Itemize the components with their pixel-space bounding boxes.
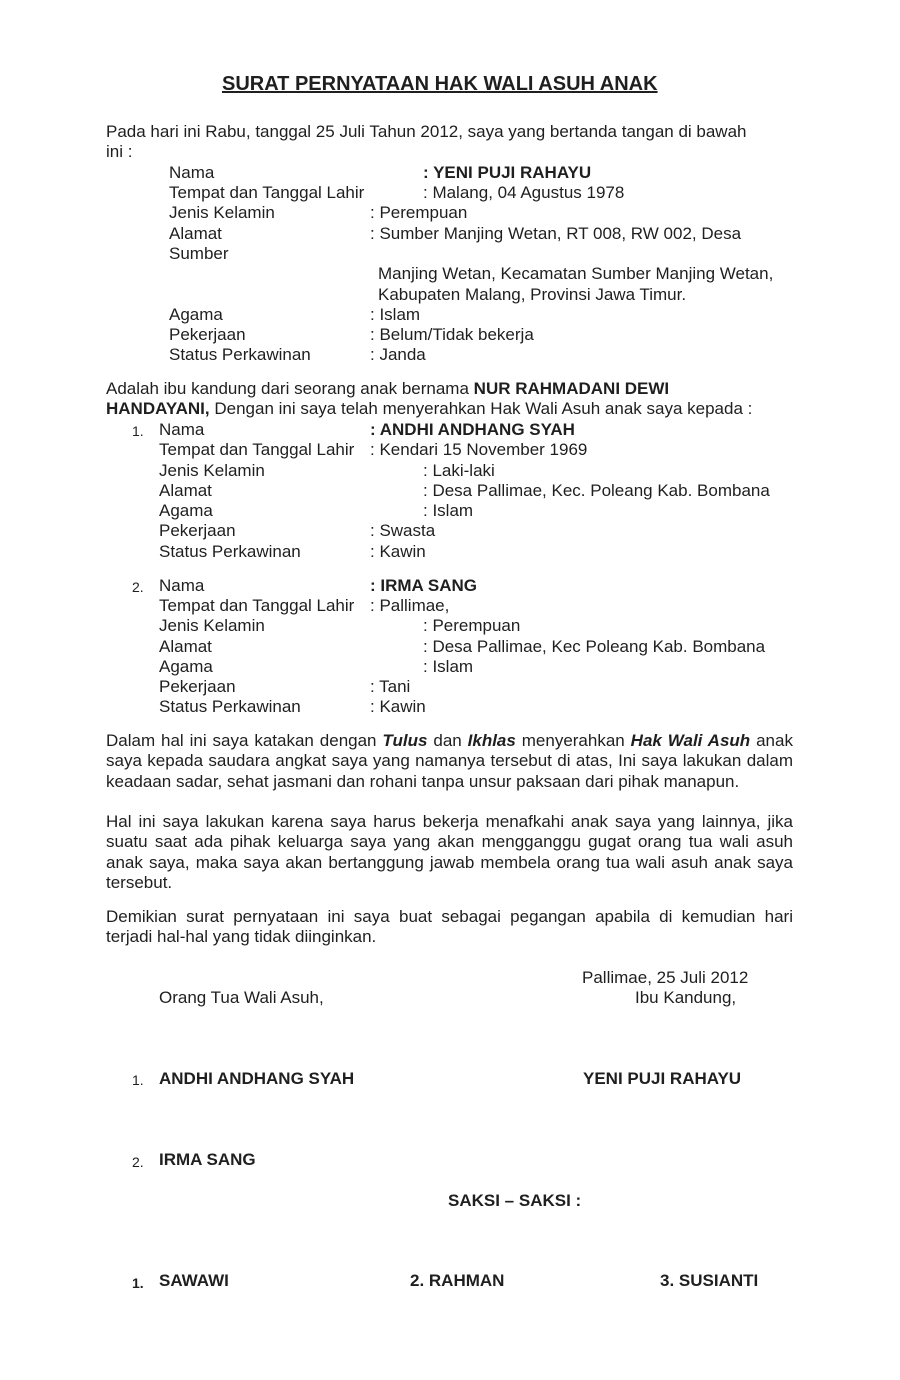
declarant-ttl-value: : Malang, 04 Agustus 1978 xyxy=(423,183,625,202)
guardian-1-ttl-label: Tempat dan Tanggal Lahir xyxy=(159,440,355,459)
guardian-1-agama-label: Agama xyxy=(159,501,213,520)
declarant-nama-value: : YENI PUJI RAHAYU xyxy=(423,163,592,182)
guardian-1-alamat-label: Alamat xyxy=(159,481,212,500)
child-name-part-1: NUR RAHMADANI DEWI xyxy=(473,379,670,398)
guardian-1-nama-label: Nama xyxy=(159,420,205,439)
place-date: Pallimae, 25 Juli 2012 xyxy=(582,968,749,987)
guardian-2-status-label: Status Perkawinan xyxy=(159,697,301,716)
guardian-2-pekerjaan-label: Pekerjaan xyxy=(159,677,236,696)
paragraph-1-tulus: Tulus xyxy=(382,731,428,750)
declarant-status-value: : Janda xyxy=(370,345,426,364)
declarant-agama-label: Agama xyxy=(169,305,223,324)
guardian-2-jk-label: Jenis Kelamin xyxy=(159,616,265,635)
guardian-2-agama-value: : Islam xyxy=(423,657,474,676)
guardian-2-alamat-value: : Desa Pallimae, Kec Poleang Kab. Bombana xyxy=(423,637,766,656)
guardian-2-number: 2. xyxy=(132,579,144,595)
declarant-pekerjaan-value: : Belum/Tidak bekerja xyxy=(370,325,534,344)
guardian-1-status-value: : Kawin xyxy=(370,542,426,561)
guardian-2-agama-label: Agama xyxy=(159,657,213,676)
paragraph-1-text-b: dan xyxy=(433,731,462,750)
paragraph-reason: Hal ini saya lakukan karena saya harus bekerja menafkahi anak saya yang lainnya, jika suatu saat ada pihak keluarga saya yang akan mengganggu gugat orang tua wali asuh anak saya, maka saya akan bertanggung jawab membela orang tua wali asuh anak saya tersebut. xyxy=(106,812,793,892)
declarant-alamat-line-2: Manjing Wetan, Kecamatan Sumber Manjing Wetan, xyxy=(378,264,774,283)
guardian-2-jk-value: : Perempuan xyxy=(423,616,521,635)
guardian-2-nama-value: : IRMA SANG xyxy=(370,576,478,595)
witnesses-heading: SAKSI – SAKSI : xyxy=(448,1191,582,1210)
guardian-1-pekerjaan-label: Pekerjaan xyxy=(159,521,236,540)
guardian-1-nama-value: : ANDHI ANDHANG SYAH xyxy=(370,420,575,439)
paragraph-declaration xyxy=(106,731,793,792)
child-name-part-2: HANDAYANI, xyxy=(106,399,210,418)
guardian-2-status-value: : Kawin xyxy=(370,697,426,716)
declarant-alamat-line-3: Kabupaten Malang, Provinsi Jawa Timur. xyxy=(378,285,687,304)
declarant-jk-value: : Perempuan xyxy=(370,203,468,222)
signatory-1-number: 1. xyxy=(132,1072,144,1088)
guardian-1-jk-value: : Laki-laki xyxy=(423,461,495,480)
signatory-2-number: 2. xyxy=(132,1154,144,1170)
document-title: SURAT PERNYATAAN HAK WALI ASUH ANAK xyxy=(222,73,658,95)
guardian-1-alamat-value: : Desa Pallimae, Kec. Poleang Kab. Bombana xyxy=(423,481,770,500)
intro-line-2: ini : xyxy=(106,142,133,161)
guardian-1-ttl-value: : Kendari 15 November 1969 xyxy=(370,440,588,459)
declarant-agama-value: : Islam xyxy=(370,305,421,324)
child-line-2 xyxy=(106,399,752,419)
paragraph-1-text-a: Dalam hal ini saya katakan dengan xyxy=(106,731,377,750)
paragraph-1-ikhlas: Ikhlas xyxy=(467,731,516,750)
declarant-ttl-label: Tempat dan Tanggal Lahir xyxy=(169,183,365,202)
signatory-2-name: IRMA SANG xyxy=(159,1150,256,1169)
paragraph-1-hak-wali-asuh: Hak Wali Asuh xyxy=(630,731,751,750)
guardian-2-pekerjaan-value: : Tani xyxy=(370,677,411,696)
witness-1-name: SAWAWI xyxy=(159,1271,229,1290)
paragraph-1-text-c: menyerahkan xyxy=(521,731,625,750)
guardian-1-number: 1. xyxy=(132,423,144,439)
declarant-alamat-value: : Sumber Manjing Wetan, RT 008, RW 002, Desa xyxy=(370,224,742,243)
signatory-1-name: ANDHI ANDHANG SYAH xyxy=(159,1069,355,1088)
declarant-pekerjaan-label: Pekerjaan xyxy=(169,325,246,344)
mother-signatory-name: YENI PUJI RAHAYU xyxy=(583,1069,742,1088)
mother-signature-heading: Ibu Kandung, xyxy=(635,988,737,1007)
declarant-status-label: Status Perkawinan xyxy=(169,345,311,364)
guardian-1-agama-value: : Islam xyxy=(423,501,474,520)
paragraph-closing: Demikian surat pernyataan ini saya buat sebagai pegangan apabila di kemudian hari terjadi hal-hal yang tidak diinginkan. xyxy=(106,907,793,947)
declarant-alamat-wrap: Sumber xyxy=(169,244,229,263)
guardian-2-nama-label: Nama xyxy=(159,576,205,595)
guardian-1-pekerjaan-value: : Swasta xyxy=(370,521,436,540)
guardian-2-ttl-value: : Pallimae, xyxy=(370,596,450,615)
witness-2-name: 2. RAHMAN xyxy=(410,1271,505,1290)
guardian-1-status-label: Status Perkawinan xyxy=(159,542,301,561)
declarant-jk-label: Jenis Kelamin xyxy=(169,203,275,222)
child-line-2-text: Dengan ini saya telah menyerahkan Hak Wali Asuh anak saya kepada : xyxy=(214,399,753,418)
guardian-2-alamat-label: Alamat xyxy=(159,637,212,656)
guardian-signature-heading: Orang Tua Wali Asuh, xyxy=(159,988,324,1007)
intro-line-1: Pada hari ini Rabu, tanggal 25 Juli Tahun 2012, saya yang bertanda tangan di bawah xyxy=(106,122,747,141)
child-line-1 xyxy=(106,379,669,399)
paragraph-1-text-d: anak saya kepada saudara angkat saya yang namanya tersebut di atas, Ini saya lakukan dalam keadaan sadar, sehat jasmani dan rohani tanpa unsur paksaan dari pihak manapun. xyxy=(106,731,793,791)
child-line-1-text: Adalah ibu kandung dari seorang anak bernama xyxy=(106,379,469,398)
guardian-1-jk-label: Jenis Kelamin xyxy=(159,461,265,480)
witness-1-number: 1. xyxy=(132,1275,144,1291)
witness-3-name: 3. SUSIANTI xyxy=(660,1271,759,1290)
declarant-nama-label: Nama xyxy=(169,163,215,182)
guardian-2-ttl-label: Tempat dan Tanggal Lahir xyxy=(159,596,355,615)
declarant-alamat-label: Alamat xyxy=(169,224,222,243)
